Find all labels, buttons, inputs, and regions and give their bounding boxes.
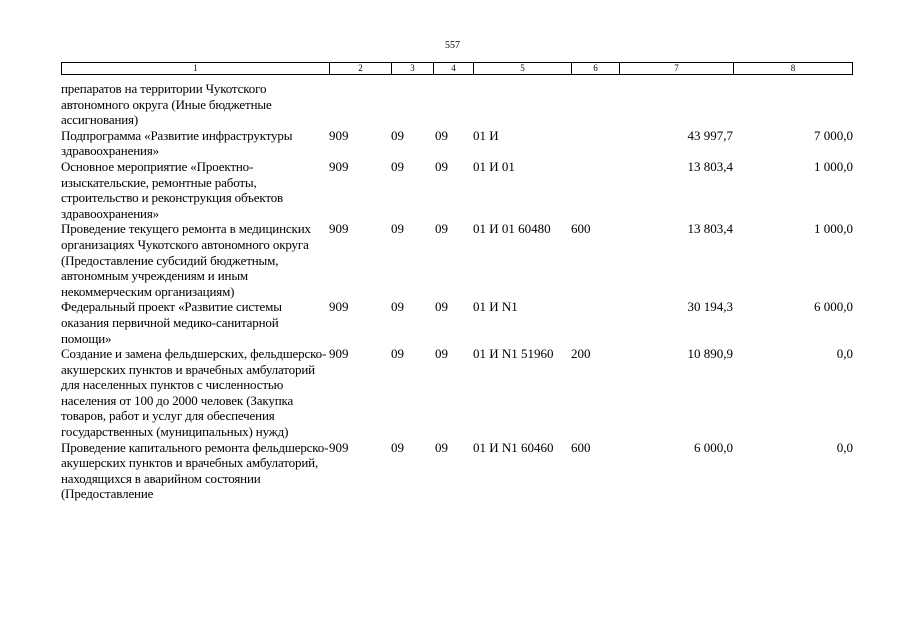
header-col-6: 6: [572, 63, 620, 74]
row-subsection: 09: [435, 346, 448, 362]
row-admin-code: 909: [329, 158, 349, 174]
row-name: препаратов на территории Чукотского автономного округа (Иные бюджетные ассигнования): [61, 81, 272, 128]
row-name: Основное мероприятие «Проектно-изыскательские, ремонтные работы, строительство и реконструкция объектов здравоохранения»: [61, 158, 284, 221]
row-target-article: 01 И N1: [473, 299, 518, 315]
table-body: [61, 81, 861, 502]
table-row: [61, 128, 861, 159]
row-name: Подпрограмма «Развитие инфраструктуры здравоохранения»: [61, 127, 293, 159]
table-row: [61, 440, 861, 502]
page-number: 557: [445, 40, 460, 51]
row-amount-2: 7 000,0: [814, 127, 853, 143]
row-subsection: 09: [435, 439, 448, 455]
table-row: [61, 346, 861, 440]
row-target-article: 01 И 01: [473, 158, 515, 174]
header-col-4: 4: [434, 63, 474, 74]
row-subsection: 09: [435, 299, 448, 315]
row-admin-code: 909: [329, 221, 349, 237]
row-amount-1: 13 803,4: [687, 158, 733, 174]
row-name: Создание и замена фельдшерских, фельдшерско-акушерских пунктов и врачебных амбулаторий для населенных пунктов с численностью населения от 100 до 2000 человек (Закупка товаров, работ и услуг для обеспечения государственных (муниципальных) нужд): [61, 346, 327, 440]
row-amount-1: 13 803,4: [687, 221, 733, 237]
row-amount-2: 6 000,0: [814, 299, 853, 315]
table-row: [61, 299, 861, 346]
row-target-article: 01 И N1 60460: [473, 439, 554, 455]
row-section: 09: [391, 346, 404, 362]
row-expense-type: 600: [571, 221, 591, 237]
row-subsection: 09: [435, 158, 448, 174]
header-col-5: 5: [474, 63, 572, 74]
row-amount-1: 30 194,3: [687, 299, 733, 315]
header-col-8: 8: [790, 63, 796, 73]
row-expense-type: 600: [571, 439, 591, 455]
row-section: 09: [391, 439, 404, 455]
row-expense-type: 200: [571, 346, 591, 362]
row-amount-1: 43 997,7: [687, 127, 733, 143]
row-subsection: 09: [435, 127, 448, 143]
row-section: 09: [391, 221, 404, 237]
row-admin-code: 909: [329, 127, 349, 143]
row-amount-2: 1 000,0: [814, 221, 853, 237]
row-section: 09: [391, 299, 404, 315]
row-target-article: 01 И N1 51960: [473, 346, 554, 362]
row-amount-2: 1 000,0: [814, 158, 853, 174]
row-section: 09: [391, 127, 404, 143]
table-row: [61, 81, 861, 128]
header-col-7: 7: [620, 63, 734, 74]
table-row: [61, 159, 861, 221]
row-admin-code: 909: [329, 439, 349, 455]
row-name: Федеральный проект «Развитие системы оказания первичной медико-санитарной помощи»: [61, 299, 282, 346]
header-col-3: 3: [392, 63, 434, 74]
row-admin-code: 909: [329, 299, 349, 315]
header-col-2: 2: [330, 63, 392, 74]
row-amount-2: 0,0: [836, 439, 853, 455]
row-amount-2: 0,0: [836, 346, 853, 362]
row-section: 09: [391, 158, 404, 174]
row-subsection: 09: [435, 221, 448, 237]
row-name: Проведение капитального ремонта фельдшерско-акушерских пунктов и врачебных амбулаторий, находящихся в аварийном состоянии (Предоставление: [61, 439, 329, 502]
header-col-1: 1: [62, 63, 330, 74]
row-name: Проведение текущего ремонта в медицинских организациях Чукотского автономного округа (Предоставление субсидий бюджетным, автономным учреждениям и иным некоммерческим организациям): [61, 221, 311, 299]
table-row: [61, 221, 861, 299]
row-amount-1: 6 000,0: [694, 439, 733, 455]
table-header: [61, 62, 853, 75]
row-admin-code: 909: [329, 346, 349, 362]
row-amount-1: 10 890,9: [687, 346, 733, 362]
row-target-article: 01 И 01 60480: [473, 221, 551, 237]
row-target-article: 01 И: [473, 127, 499, 143]
